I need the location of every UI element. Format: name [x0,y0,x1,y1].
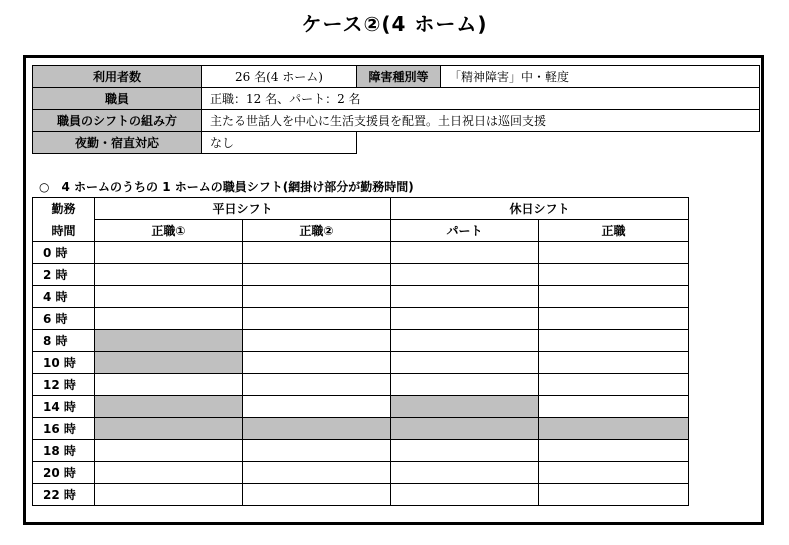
column-header: 正職② [243,220,391,242]
hour-label: 22 時 [33,484,95,506]
shift-cell [391,374,539,396]
corner-top: 勤務 [33,198,95,220]
staff-value: 正職：12 名、パート：2 名 [202,88,760,110]
shift-cell [539,242,689,264]
empty-cell [441,132,760,154]
corner-bottom: 時間 [33,220,95,242]
empty-cell [357,132,441,154]
shift-row [33,352,689,374]
shift-cell [539,396,689,418]
shift-cell [391,286,539,308]
case-frame [23,55,764,525]
shift-row [33,396,689,418]
hour-label: 6 時 [33,308,95,330]
shift-cell [95,308,243,330]
disability-value: 「精神障害」中・軽度 [441,66,760,88]
bullet-circle: ○ [39,180,50,194]
shift-cell-working [391,396,539,418]
shift-cell [539,308,689,330]
shift-cell-working [95,330,243,352]
shift-cell-working [95,396,243,418]
shift-note-text: 4 ホームのうちの 1 ホームの職員シフト(網掛け部分が勤務時間) [61,180,414,194]
hour-label: 12 時 [33,374,95,396]
shift-row [33,242,689,264]
users-value: 26 名(4 ホーム) [202,66,357,88]
hour-label: 0 時 [33,242,95,264]
shift-cell [391,308,539,330]
shift-row [33,308,689,330]
shift-cell [95,286,243,308]
page-title: ケース②(4 ホーム) [301,12,488,36]
shift-note [39,178,414,195]
shift-cell [539,484,689,506]
hour-label: 16 時 [33,418,95,440]
shift-row [33,374,689,396]
hour-label: 14 時 [33,396,95,418]
shift-cell [539,374,689,396]
shift-cell [243,484,391,506]
shift-table [32,197,689,506]
shift-row [33,484,689,506]
shift-cell [539,330,689,352]
shift-cell [95,484,243,506]
shift-cell [243,374,391,396]
shift-cell-working [539,418,689,440]
hour-label: 2 時 [33,264,95,286]
shift-cell [539,286,689,308]
disability-label: 障害種別等 [357,66,441,88]
shift-cell [391,484,539,506]
hour-label: 18 時 [33,440,95,462]
shift-cell [95,374,243,396]
shift-cell [539,264,689,286]
shift-cell-working [391,418,539,440]
shift-cell [95,440,243,462]
column-header: パート [391,220,539,242]
shift-row [33,418,689,440]
shift-cell [391,462,539,484]
shift-cell [391,242,539,264]
shift-cell [243,330,391,352]
shift-cell [539,462,689,484]
shift-cell [243,286,391,308]
shift-cell [243,440,391,462]
shift-cell [95,264,243,286]
column-header: 正職 [539,220,689,242]
shift-row [33,330,689,352]
shift-cell [539,440,689,462]
shift-cell [243,462,391,484]
shift-combo-label: 職員のシフトの組み方 [33,110,202,132]
shift-cell [391,264,539,286]
hour-label: 20 時 [33,462,95,484]
column-header: 正職① [95,220,243,242]
staff-label: 職員 [33,88,202,110]
hour-label: 8 時 [33,330,95,352]
shift-row [33,440,689,462]
shift-cell [243,264,391,286]
shift-cell [243,352,391,374]
users-label: 利用者数 [33,66,202,88]
shift-cell [243,308,391,330]
hour-label: 4 時 [33,286,95,308]
shift-row [33,286,689,308]
shift-cell [391,330,539,352]
shift-cell [391,440,539,462]
shift-cell [391,352,539,374]
night-label: 夜勤・宿直対応 [33,132,202,154]
hour-label: 10 時 [33,352,95,374]
shift-body [33,242,689,506]
shift-cell-working [95,418,243,440]
shift-cell-working [95,352,243,374]
holiday-group-header: 休日シフト [391,198,689,220]
shift-cell [95,242,243,264]
weekday-group-header: 平日シフト [95,198,391,220]
shift-cell [243,396,391,418]
shift-cell [539,352,689,374]
info-table [32,65,760,154]
night-value: なし [202,132,357,154]
shift-row [33,264,689,286]
shift-cell [95,462,243,484]
shift-cell [243,242,391,264]
shift-row [33,462,689,484]
shift-combo-value: 主たる世話人を中心に生活支援員を配置。土日祝日は巡回支援 [202,110,760,132]
shift-cell-working [243,418,391,440]
